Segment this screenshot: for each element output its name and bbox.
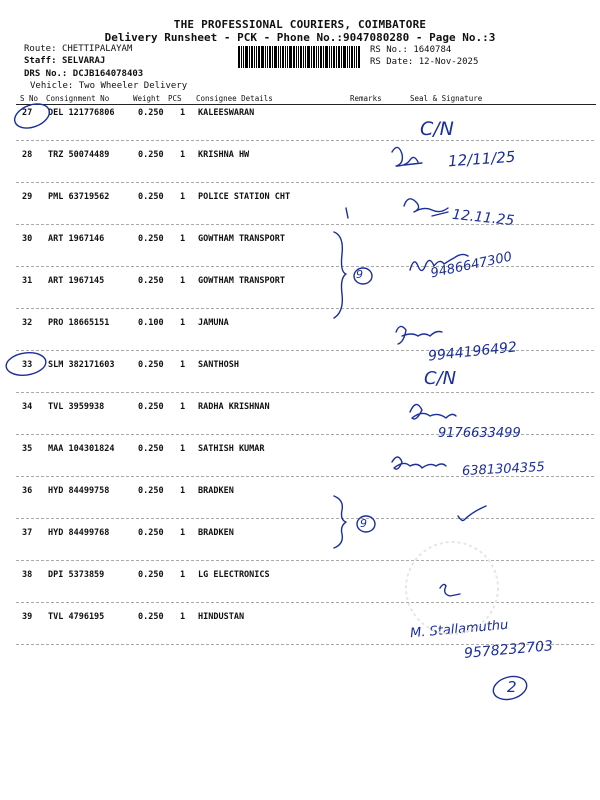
barcode-bar <box>313 46 315 68</box>
col-sno: S No <box>20 94 39 103</box>
drs-value: DCJB164078403 <box>72 69 144 79</box>
cell-sno: 39 <box>22 612 33 622</box>
handwritten-phone-2: 9944196492 <box>427 339 518 365</box>
cell-pcs: 1 <box>180 150 186 160</box>
barcode-bar <box>285 46 286 68</box>
barcode-bar <box>316 46 317 68</box>
cell-consignment: ART 1967145 <box>48 276 105 286</box>
table-row <box>0 528 600 570</box>
cell-consignment: PRO 18665151 <box>48 318 110 328</box>
table-row <box>0 108 600 150</box>
cell-consignment: HYD 84499768 <box>48 528 110 538</box>
cell-sno: 32 <box>22 318 33 328</box>
table-row <box>0 486 600 528</box>
barcode-bar <box>267 46 268 68</box>
col-seal: Seal & Signature <box>410 94 483 103</box>
row-divider <box>16 140 594 141</box>
handwritten-cn-2: C/N <box>424 368 457 389</box>
barcode-bar <box>307 46 310 68</box>
cell-weight: 0.250 <box>138 192 164 202</box>
barcode-bar <box>245 46 248 68</box>
cell-consignee: SATHISH KUMAR <box>198 444 265 454</box>
barcode-bar <box>323 46 324 68</box>
cell-weight: 0.250 <box>138 360 164 370</box>
handwritten-circle-1: 9 <box>356 268 363 281</box>
barcode-bar <box>356 46 357 68</box>
cell-sno: 29 <box>22 192 33 202</box>
cell-pcs: 1 <box>180 108 186 118</box>
table-row <box>0 570 600 612</box>
handwritten-phone-1: 9486647300 <box>429 249 514 282</box>
cell-weight: 0.250 <box>138 612 164 622</box>
barcode-bar <box>300 46 302 68</box>
barcode-bar <box>258 46 260 68</box>
cell-consignee: JAMUNA <box>198 318 229 328</box>
runsheet-title: Delivery Runsheet - PCK - Phone No.:9047080280 - Page No.:3 <box>104 31 496 44</box>
cell-weight: 0.100 <box>138 318 164 328</box>
barcode-bar <box>272 46 273 68</box>
barcode-bar <box>282 46 284 68</box>
cell-consignment: SLM 382171603 <box>48 360 115 370</box>
row-divider <box>16 182 594 183</box>
barcode-bar <box>311 46 312 68</box>
cell-sno: 31 <box>22 276 33 286</box>
cell-weight: 0.250 <box>138 486 164 496</box>
cell-sno: 35 <box>22 444 33 454</box>
cell-sno: 37 <box>22 528 33 538</box>
cell-pcs: 1 <box>180 360 186 370</box>
cell-sno: 33 <box>22 360 33 370</box>
handwritten-cn-1: C/N <box>420 118 454 140</box>
barcode-bar <box>338 46 340 68</box>
vehicle-line: Vehicle: Two Wheeler Delivery <box>30 81 188 91</box>
route-value: CHETTIPALAYAM <box>61 44 133 54</box>
barcode-bar <box>358 46 360 68</box>
row-divider <box>16 602 594 603</box>
drs-line <box>24 69 143 79</box>
company-title: THE PROFESSIONAL COURIERS, COIMBATORE <box>173 18 427 31</box>
handwritten-date-1: 12/11/25 <box>447 147 516 171</box>
cell-sno: 34 <box>22 402 33 412</box>
handwritten-date-2: 12.11.25 <box>451 206 516 230</box>
barcode-bar <box>278 46 279 68</box>
col-weight: Weight <box>133 94 161 103</box>
handwritten-phone-3: 9176633499 <box>438 426 521 441</box>
cell-weight: 0.250 <box>138 570 164 580</box>
row-divider <box>16 392 594 393</box>
barcode-bar <box>280 46 281 68</box>
handwritten-phone-4: 6381304355 <box>461 459 546 480</box>
barcode-bar <box>305 46 306 68</box>
cell-consignee: KALEESWARAN <box>198 108 255 118</box>
barcode-bar <box>325 46 328 68</box>
cell-pcs: 1 <box>180 612 186 622</box>
cell-consignee: KRISHNA HW <box>198 150 250 160</box>
barcode-bar <box>303 46 304 68</box>
header-rule <box>16 104 596 105</box>
cell-pcs: 1 <box>180 276 186 286</box>
barcode-bar <box>318 46 319 68</box>
cell-consignment: PML 63719562 <box>48 192 110 202</box>
table-row <box>0 360 600 402</box>
cell-sno: 27 <box>22 108 33 118</box>
cell-consignee: POLICE STATION CHT <box>198 192 291 202</box>
staff-value: SELVARAJ <box>61 56 106 66</box>
cell-consignee: GOWTHAM TRANSPORT <box>198 234 285 244</box>
cell-weight: 0.250 <box>138 528 164 538</box>
barcode-bar <box>343 46 346 68</box>
col-remarks: Remarks <box>350 94 382 103</box>
barcode-bar <box>351 46 353 68</box>
barcode-bar <box>254 46 255 68</box>
barcode-bar <box>296 46 297 68</box>
cell-pcs: 1 <box>180 192 186 202</box>
barcode-bar <box>354 46 355 68</box>
barcode-bar <box>293 46 295 68</box>
rs-number: RS No.: 1640784 <box>370 45 452 55</box>
rs-date: RS Date: 12-Nov-2025 <box>370 57 479 67</box>
cell-consignment: DEL 121776806 <box>48 108 115 118</box>
cell-consignment: TVL 3959938 <box>48 402 105 412</box>
cell-pcs: 1 <box>180 234 186 244</box>
cell-consignment: TRZ 50074489 <box>48 150 110 160</box>
row-divider <box>16 560 594 561</box>
cell-weight: 0.250 <box>138 108 164 118</box>
cell-sno: 38 <box>22 570 33 580</box>
barcode <box>238 46 366 68</box>
barcode-bar <box>331 46 332 68</box>
barcode-bar <box>298 46 299 68</box>
barcode-bar <box>241 46 242 68</box>
staff-label: Staff: <box>24 56 57 66</box>
barcode-bar <box>261 46 264 68</box>
barcode-bar <box>347 46 348 68</box>
cell-weight: 0.250 <box>138 402 164 412</box>
barcode-bar <box>333 46 335 68</box>
cell-consignment: DPI 5373859 <box>48 570 105 580</box>
cell-weight: 0.250 <box>138 276 164 286</box>
cell-sno: 36 <box>22 486 33 496</box>
handwritten-page-mark: 2 <box>507 678 517 696</box>
handwritten-phone-5: 9578232703 <box>463 638 554 662</box>
barcode-bar <box>265 46 266 68</box>
cell-pcs: 1 <box>180 486 186 496</box>
barcode-bar <box>341 46 342 68</box>
barcode-bar <box>243 46 244 68</box>
cell-weight: 0.250 <box>138 234 164 244</box>
col-consignee: Consignee Details <box>196 94 273 103</box>
cell-weight: 0.250 <box>138 444 164 454</box>
cell-consignment: MAA 104301824 <box>48 444 115 454</box>
barcode-bar <box>256 46 257 68</box>
barcode-bar <box>320 46 322 68</box>
handwritten-signature-name: M. Stallamuthu <box>409 617 509 642</box>
barcode-bar <box>329 46 330 68</box>
cell-pcs: 1 <box>180 570 186 580</box>
barcode-bar <box>336 46 337 68</box>
drs-label: DRS No.: <box>24 69 68 79</box>
col-consignment: Consignment No <box>46 94 110 103</box>
cell-consignee: RADHA KRISHNAN <box>198 402 270 412</box>
cell-consignment: TVL 4796195 <box>48 612 105 622</box>
barcode-bar <box>274 46 277 68</box>
barcode-bar <box>349 46 350 68</box>
cell-consignee: HINDUSTAN <box>198 612 245 622</box>
cell-pcs: 1 <box>180 528 186 538</box>
barcode-bar <box>238 46 240 68</box>
cell-pcs: 1 <box>180 402 186 412</box>
cell-consignee: SANTHOSH <box>198 360 239 370</box>
cell-consignee: LG ELECTRONICS <box>198 570 270 580</box>
cell-consignee: BRADKEN <box>198 528 234 538</box>
barcode-bar <box>249 46 250 68</box>
staff-line <box>24 56 105 66</box>
cell-consignee: GOWTHAM TRANSPORT <box>198 276 285 286</box>
route-line <box>24 44 132 54</box>
handwritten-circle-2: 9 <box>360 517 367 530</box>
cell-pcs: 1 <box>180 318 186 328</box>
cell-pcs: 1 <box>180 444 186 454</box>
cell-consignment: ART 1967146 <box>48 234 105 244</box>
cell-sno: 30 <box>22 234 33 244</box>
row-divider <box>16 308 594 309</box>
barcode-bar <box>269 46 271 68</box>
cell-consignee: BRADKEN <box>198 486 234 496</box>
route-label: Route: <box>24 44 57 54</box>
row-divider <box>16 266 594 267</box>
cell-consignment: HYD 84499758 <box>48 486 110 496</box>
col-pcs: PCS <box>168 94 182 103</box>
table-row <box>0 276 600 318</box>
barcode-bar <box>287 46 288 68</box>
barcode-bar <box>289 46 292 68</box>
cell-sno: 28 <box>22 150 33 160</box>
row-divider <box>16 518 594 519</box>
barcode-bar <box>251 46 253 68</box>
cell-weight: 0.250 <box>138 150 164 160</box>
